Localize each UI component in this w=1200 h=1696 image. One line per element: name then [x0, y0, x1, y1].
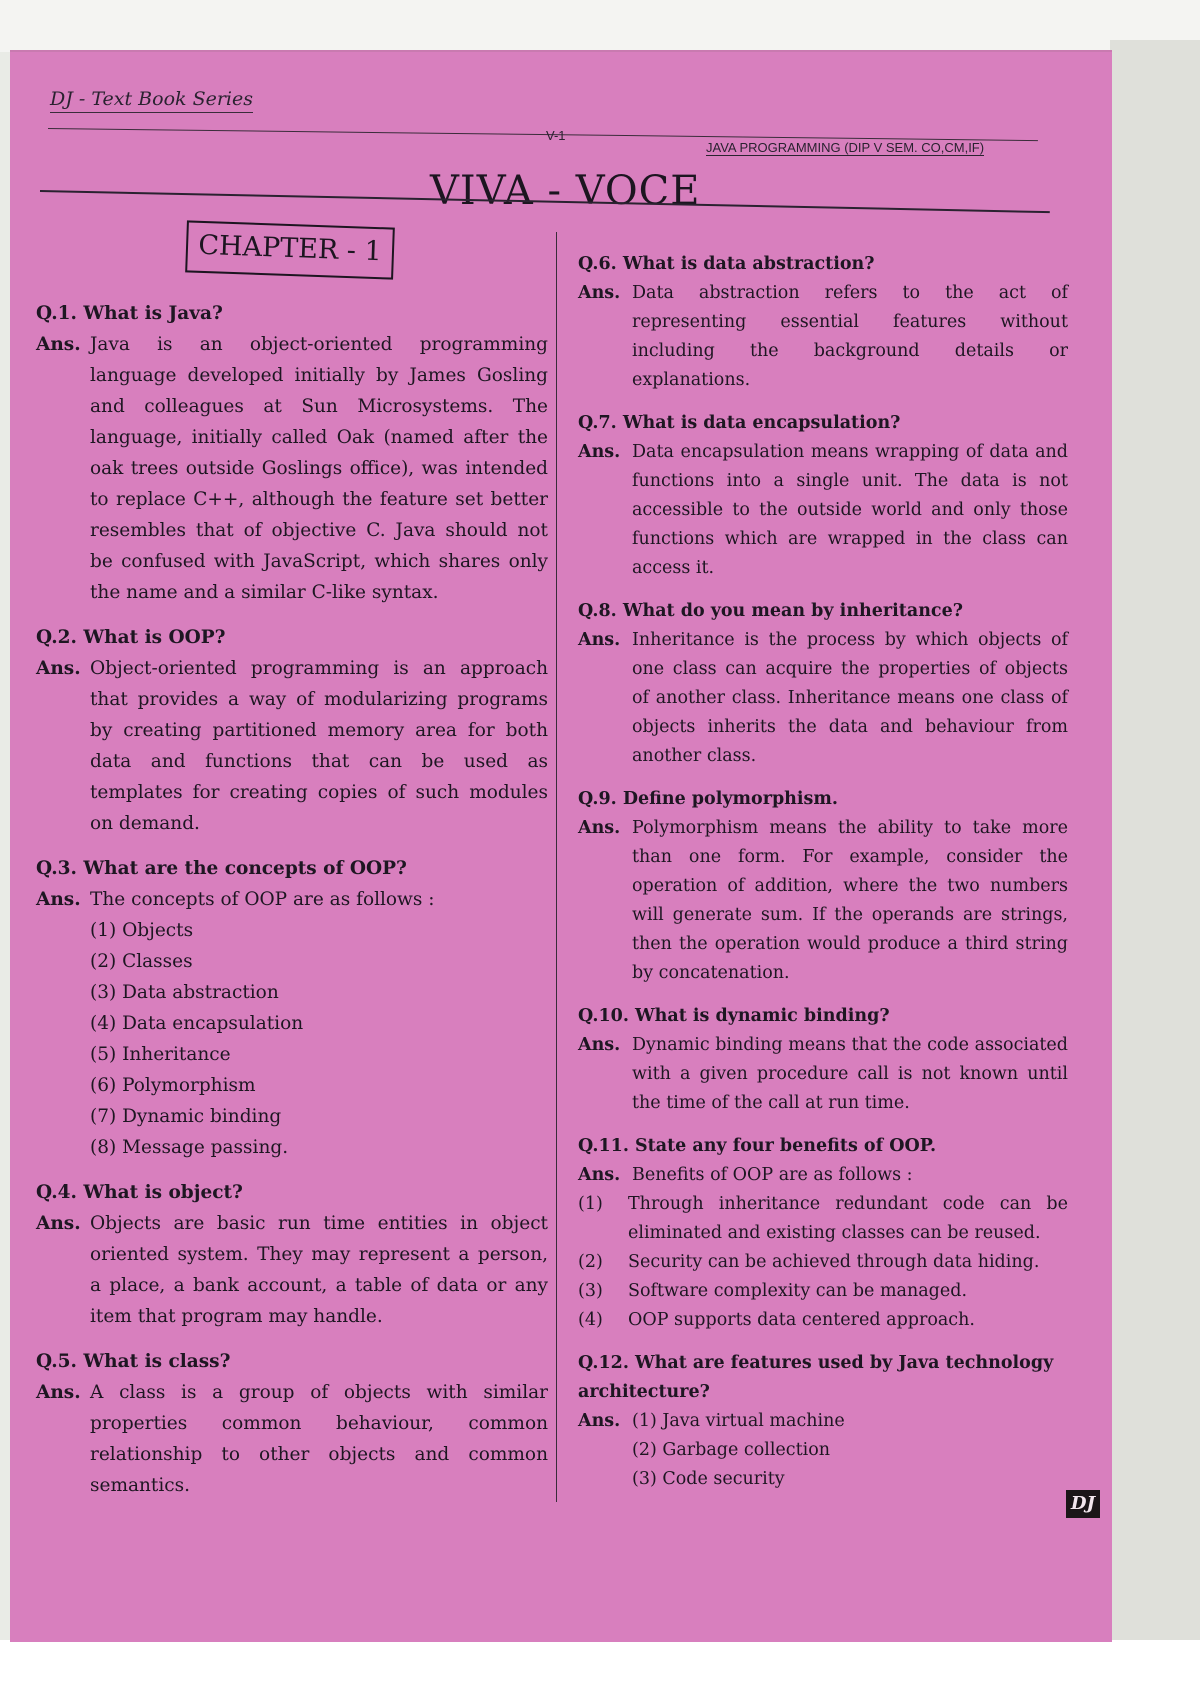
answer-label: Ans.: [36, 1213, 81, 1234]
page-bottom-background: [0, 1640, 1200, 1696]
answer-label: Ans.: [36, 658, 81, 679]
answer-5: [36, 1377, 548, 1501]
answer-text: Dynamic binding means that the code associated with a given procedure call is not known until the time of the call at run time.: [632, 1035, 1068, 1113]
answer-7: [578, 438, 1068, 583]
answer-text: Data encapsulation means wrapping of data and functions into a single unit. The data is not accessible to the outside world and only those functions which are wrapped in the class can access it.: [632, 442, 1068, 578]
answer-text: Inheritance is the process by which objects of one class can acquire the properties of objects of another class. Inheritance means one class of objects inherits the data and behaviour from another class.: [632, 630, 1068, 766]
list-number: (3): [578, 1281, 603, 1301]
answer-text: Polymorphism means the ability to take more than one form. For example, consider the operation of addition, where the two numbers will generate sum. If the operands are strings, then the operation would produce a third string by concatenation.: [632, 818, 1068, 983]
list-number: (2): [578, 1252, 603, 1272]
answer-text: Benefits of OOP are as follows :: [632, 1165, 913, 1185]
question-11: Q.11. State any four benefits of OOP.: [578, 1136, 937, 1156]
answer-3: [36, 884, 548, 915]
answer-text: Object-oriented programming is an approach that provides a way of modularizing programs by creating partitioned memory area for both data and functions that can be used as templates for creating copies of such modules on demand.: [90, 658, 548, 834]
question-8: Q.8. What do you mean by inheritance?: [578, 601, 963, 621]
answer-label: Ans.: [578, 283, 621, 303]
answer-text: Objects are basic run time entities in object oriented system. They may represent a person, a place, a bank account, a table of data or any item that program may handle.: [90, 1213, 548, 1327]
list-item: (5) Inheritance: [90, 1044, 231, 1065]
course-title: JAVA PROGRAMMING (DIP V SEM. CO,CM,IF): [706, 140, 985, 155]
answer-12: [578, 1407, 1068, 1436]
answer-label: Ans.: [36, 889, 81, 910]
answer-label: Ans.: [36, 334, 81, 355]
list-item: (6) Polymorphism: [90, 1075, 256, 1096]
answer-6: [578, 279, 1068, 395]
list-number: (4): [578, 1310, 603, 1330]
answer-text: Data abstraction refers to the act of representing essential features without including the background details or explanations.: [632, 283, 1068, 390]
list-item: [578, 1306, 1068, 1335]
answer-label: Ans.: [578, 1035, 621, 1055]
list-item: (2) Classes: [90, 951, 193, 972]
question-7: Q.7. What is data encapsulation?: [578, 413, 901, 433]
answer-2: [36, 653, 548, 839]
answer-1: [36, 329, 548, 608]
answer-text: The concepts of OOP are as follows :: [90, 889, 435, 910]
table-background: [1110, 40, 1200, 1640]
list-item: (3) Code security: [632, 1469, 785, 1489]
column-divider: [556, 232, 557, 1502]
list-text: Software complexity can be managed.: [628, 1281, 968, 1301]
list-item: [578, 1190, 1068, 1248]
list-item: (1) Objects: [90, 920, 194, 941]
question-6: Q.6. What is data abstraction?: [578, 254, 875, 274]
left-column: [36, 298, 548, 1501]
list-item: [578, 1277, 1068, 1306]
question-3: Q.3. What are the concepts of OOP?: [36, 858, 407, 879]
question-4: Q.4. What is object?: [36, 1182, 243, 1203]
list-text: Through inheritance redundant code can be eliminated and existing classes can be reused.: [628, 1194, 1068, 1243]
answer-label: Ans.: [578, 1411, 621, 1431]
answer-label: Ans.: [578, 1165, 621, 1185]
publisher-logo: DJ: [1066, 1490, 1100, 1518]
list-item: (7) Dynamic binding: [90, 1106, 282, 1127]
list-text: Security can be achieved through data hiding.: [628, 1252, 1040, 1272]
chapter-box: CHAPTER - 1: [185, 220, 395, 279]
answer-label: Ans.: [36, 1382, 81, 1403]
answer-8: [578, 626, 1068, 771]
page-top-background: [0, 0, 1200, 52]
list-item: (8) Message passing.: [90, 1137, 289, 1158]
question-12: Q.12. What are features used by Java technology architecture?: [578, 1353, 1054, 1402]
answer-text: Java is an object-oriented programming language developed initially by James Gosling and colleagues at Sun Microsystems. The language, initially called Oak (named after the oak trees outside Goslings office), was intended to replace C++, although the feature set better resembles that of objective C. Java should not be confused with JavaScript, which shares only the name and a similar C-like syntax.: [90, 334, 548, 603]
list-item: (4) Data encapsulation: [90, 1013, 304, 1034]
list-text: OOP supports data centered approach.: [628, 1310, 975, 1330]
answer-9: [578, 814, 1068, 988]
list-item: [578, 1248, 1068, 1277]
question-2: Q.2. What is OOP?: [36, 627, 226, 648]
page-number: V-1: [546, 128, 566, 143]
answer-11: [578, 1161, 1068, 1190]
answer-label: Ans.: [578, 442, 621, 462]
answer-4: [36, 1208, 548, 1332]
answer-label: Ans.: [578, 818, 621, 838]
question-5: Q.5. What is class?: [36, 1351, 231, 1372]
answer-10: [578, 1031, 1068, 1118]
answer-text: A class is a group of objects with similar properties common behaviour, common relationship to other objects and common semantics.: [90, 1382, 548, 1496]
question-1: Q.1. What is Java?: [36, 303, 223, 324]
question-9: Q.9. Define polymorphism.: [578, 789, 839, 809]
series-title: DJ - Text Book Series: [50, 88, 253, 113]
list-item: (2) Garbage collection: [632, 1440, 831, 1460]
right-column: [578, 250, 1068, 1494]
list-item: (3) Data abstraction: [90, 982, 279, 1003]
page-title: VIVA - VOCE: [430, 168, 701, 214]
question-10: Q.10. What is dynamic binding?: [578, 1006, 890, 1026]
list-number: (1): [578, 1194, 603, 1214]
answer-text: (1) Java virtual machine: [632, 1411, 845, 1431]
answer-label: Ans.: [578, 630, 621, 650]
